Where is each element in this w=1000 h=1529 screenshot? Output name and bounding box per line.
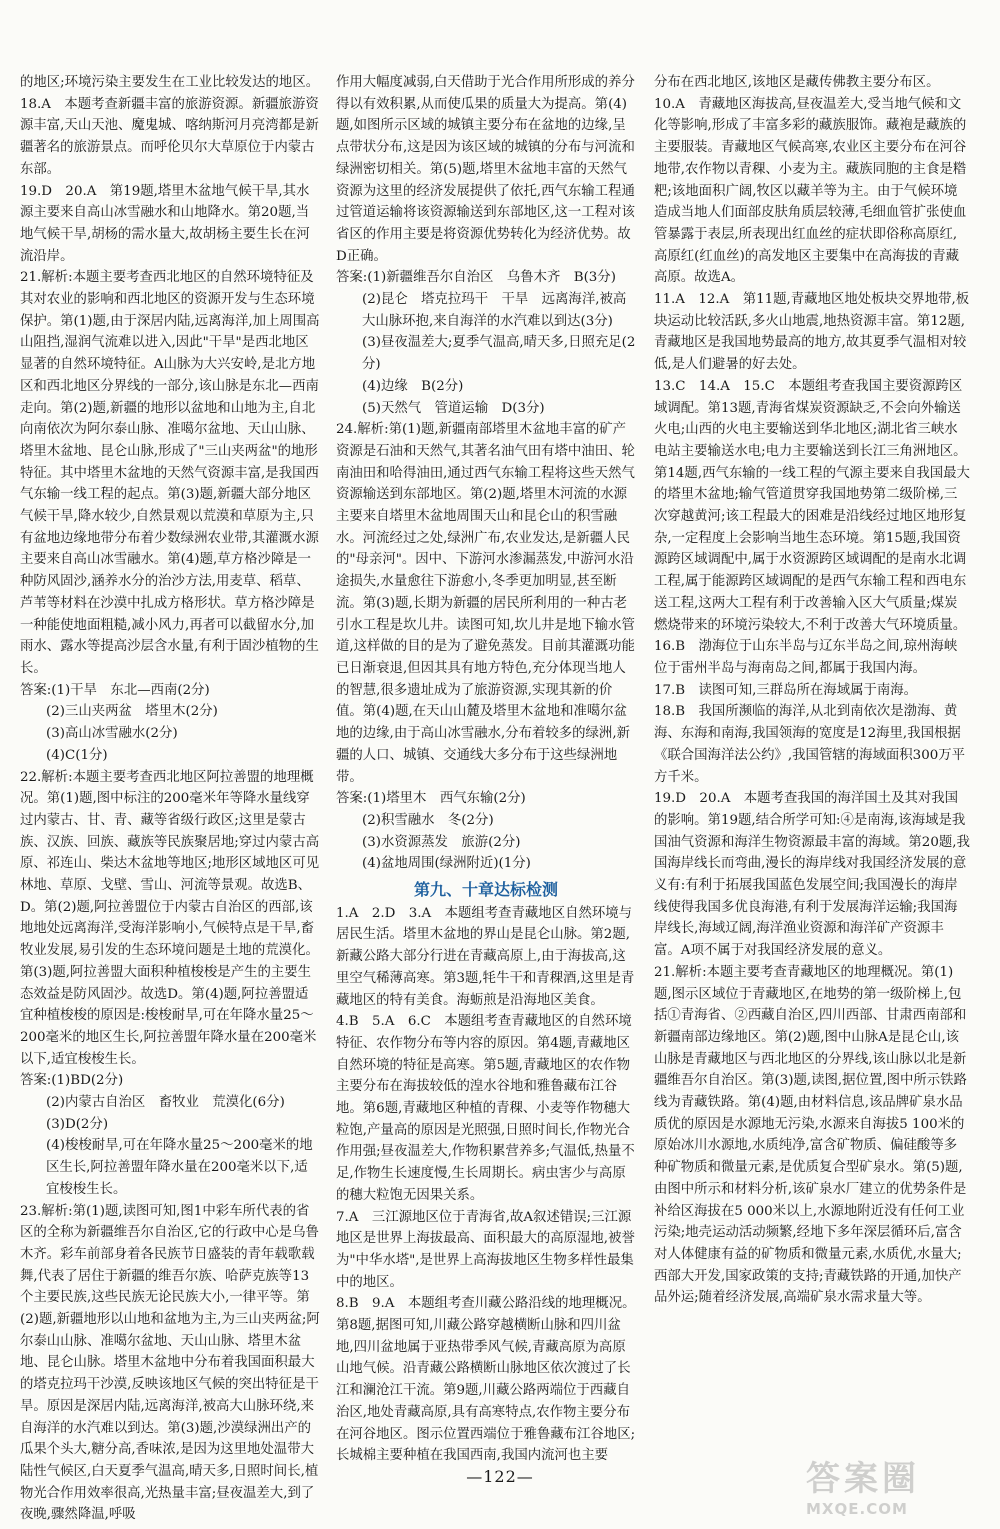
answer-paragraph: 16.B 渤海位于山东半岛与辽东半岛之间,琼州海峡位于雷州半岛与海南岛之间,都属于我国内海。 xyxy=(654,639,958,676)
answer-line: (2)昆仑 塔克拉玛干 干旱 远离海洋,被高大山脉环抱,来自海洋的水汽难以到达(3分) xyxy=(362,292,627,329)
answer-paragraph: 1.A 2.D 3.A 本题组考查青藏地区自然环境与居民生活。塔里木盆地的界山是昆仑山脉。第2题,新藏公路大部分行进在青藏高原上,由于海拔高,这里空气稀薄高寒。第3题,牦牛干和青稞酒,这里是青藏地区的特有美食。海蛎煎是沿海地区美食。 xyxy=(336,905,635,1008)
page-number: —122— xyxy=(466,1467,534,1486)
answer-line: (3)D(2分) xyxy=(46,1116,109,1132)
section-title: 第九、十章达标检测 xyxy=(413,880,558,900)
answer-paragraph: 7.A 三江源地区位于青海省,故A叙述错误;三江源地区是世界上海拔最高、面积最大的高原湿地,被誉为"中华水塔",是世界上高海拔地区生物多样性最集中的地区。 xyxy=(336,1209,635,1290)
answer-paragraph: 13.C 14.A 15.C 本题组考查我国主要资源跨区域调配。第13题,青海省煤炭资源缺乏,不会向外输送火电;山西的火电主要输送到华北地区;湖北省三峡水电站主要输送水电;电力主要输送到长江三角洲地区。第14题,西气东输的一线工程的气源主要来自我国最大的塔里木盆地;输气管道贯穿我国地势第二级阶梯,三次穿越黄河;该工程最大的困难是沿线经过地区地形复杂,一定程度上会影响当地生态环境。第15题,我国资源跨区域调配中,属于水资源跨区域调配的是南水北调工程,属于能源跨区域调配的是西气东输工程和西电东送工程,这两大工程有利于改善输入区大气质量;煤炭燃烧带来的环境污染较大,不利于改善大气环境质量。 xyxy=(654,378,970,633)
answer-paragraph: 19.D 20.A 第19题,塔里木盆地气候干旱,其水源主要来自高山冰雪融水和山地降水。第20题,当地气候干旱,胡杨的需水量大,故胡杨主要生长在河流沿岸。 xyxy=(20,183,310,264)
answer-line: (4)C(1分) xyxy=(46,747,108,763)
answer-line: (5)天然气 管道运输 D(3分) xyxy=(362,400,545,416)
answer-paragraph: 作用大幅度减弱,白天借助于光合作用所形成的养分得以有效积累,从而使瓜果的质量大为提高。第(4)题,如图所示区域的城镇主要分布在盆地的边缘,呈点带状分布,这是因为该区域的城镇的分布与河流和绿洲密切相关。第(5)题,塔里木盆地丰富的天然气资源为这里的经济发展提供了依托,西气东输工程通过管道运输将该资源输送到东部地区,这一工程对该省区的作用主要是将资源优势转化为经济优势。故D正确。 xyxy=(336,75,635,264)
answer-line: 答案:(1)BD(2分) xyxy=(20,1073,124,1089)
answer-paragraph: 24.解析:第(1)题,新疆南部塔里木盆地丰富的矿产资源是石油和天然气,其著名油气田有塔中油田、轮南油田和哈得油田,通过西气东输工程将这些天然气资源输送到东部地区。第(2)题,塔里木河流的水源主要来自塔里木盆地周围天山和昆仑山的积雪融水。河流经过之处,绿洲广布,农业发达,是新疆人民的"母亲河"。因中、下游河水渗漏蒸发,中游河水沿途损失,水量愈往下游愈小,冬季更加明显,甚至断流。第(3)题,长期为新疆的居民所利用的一种古老引水工程是坎儿井。读图可知,坎儿井是地下输水管道,这样做的目的是为了避免蒸发。目前其灌溉功能已日渐衰退,但因其具有地方特色,充分体现当地人的智慧,很多遗址成为了旅游资源,实现其新的价值。第(4)题,在天山山麓及塔里木盆地和准噶尔盆地的边缘,由于高山冰雪融水,分布着较多的绿洲,新疆的人口、城镇、交通线大多分布于这些绿洲地带。 xyxy=(336,422,635,785)
column-middle xyxy=(336,72,636,1464)
answer-paragraph: 18.B 我国所濒临的海洋,从北到南依次是渤海、黄海、东海和南海,我国领海的宽度是12海里,我国根据《联合国海洋法公约》,我国管辖的海域面积300万平方千米。 xyxy=(654,704,966,785)
answer-paragraph: 分布在西北地区,该地区是藏传佛教主要分布区。 xyxy=(654,75,940,90)
answer-paragraph: 17.B 读图可知,三群岛所在海域属于南海。 xyxy=(654,682,918,698)
answer-paragraph: 19.D 20.A 本题考查我国的海洋国土及其对我国的影响。第19题,结合所学可知:④是南海,该海域是我国油气资源和海洋生物资源最丰富的海域。第20题,我国海岸线长而弯曲,漫长的海岸线对我国经济发展的意义有:有利于拓展我国蓝色发展空间;我国漫长的海岸线使得我国多优良海港,有利于发展海洋运输;我国海岸线长,海域辽阔,海洋渔业资源和海洋矿产资源丰富。A项不属于对我国经济发展的意义。 xyxy=(654,791,970,959)
answer-paragraph: 8.B 9.A 本题组考查川藏公路沿线的地理概况。第8题,据图可知,川藏公路穿越横断山脉和四川盆地,四川盆地属于亚热带季风气候,青藏高原为高原山地气候。沿青藏公路横断山脉地区依次渡过了长江和澜沧江干流。第9题,川藏公路两端位于西藏自治区,地处青藏高原,具有高寒特点,农作物主要分布在河谷地区。图示位置西端位于雅鲁藏布江谷地区;长城棉主要种植在我国西南,我国内流河也主要 xyxy=(336,1296,636,1464)
answer-line: 答案:(1)新疆维吾尔自治区 乌鲁木齐 B(3分) xyxy=(336,270,616,286)
answer-line: (3)昼夜温差大;夏季气温高,晴天多,日照充足(2分) xyxy=(362,335,636,373)
answer-paragraph: 的地区;环境污染主要发生在工业比较发达的地区。 xyxy=(20,75,320,90)
watermark-url: MXQE.COM xyxy=(806,1500,908,1518)
answer-line: (4)边缘 B(2分) xyxy=(362,378,464,394)
answer-paragraph: 10.A 青藏地区海拔高,昼夜温差大,受当地气候和文化等影响,形成了丰富多彩的藏族服饰。藏袍是藏族的主要服装。青藏地区气候高寒,农业区主要分布在河谷地带,农作物以青稞、小麦为主。藏族同胞的主食是糌粑;该地面积广阔,牧区以藏羊等为主。由于气候环境造成当地人们面部皮肤角质层较薄,毛细血管扩张使血管暴露于表层,所表现出红血丝的症状即俗称高原红,高原红(红血丝)的高发地区主要集中在高海拔的青藏高原。故选A。 xyxy=(654,96,967,286)
answer-paragraph: 23.解析:第(1)题,读图可知,图1中彩车所代表的省区的全称为新疆维吾尔自治区,它的行政中心是乌鲁木齐。彩车前部身着各民族节日盛装的青年载歌载舞,代表了居住于新疆的维吾尔族、哈萨克族等13个主要民族,这些民族无论民族大小,一律平等。第(2)题,新疆地形以山地和盆地为主,为三山夹两盆;阿尔泰山山脉、准噶尔盆地、天山山脉、塔里木盆地、昆仑山脉。塔里木盆地中分布着我国面积最大的塔克拉玛干沙漠,反映该地区气候的突出特征是干旱。原因是深居内陆,远离海洋,被高大山脉环绕,来自海洋的水汽难以到达。第(3)题,沙漠绿洲出产的瓜果个头大,糖分高,香味浓,是因为这里地处温带大陆性气候区,白天夏季气温高,晴天多,日照时间长,植物光合作用效率很高,光热量丰富;昼夜温差大,到了夜晚,骤然降温,呼吸 xyxy=(20,1203,320,1523)
answer-paragraph: 21.解析:本题主要考查青藏地区的地理概况。第(1)题,图示区域位于青藏地区,在地势的第一级阶梯上,包括①青海省、②西藏自治区,四川西部、甘肃西南部和新疆南部边缘地区。第(2)题,图中山脉A是昆仑山,该山脉是青藏地区与西北地区的分界线,该山脉以北是新疆维吾尔自治区。第(3)题,读图,据位置,图中所示铁路线为青藏铁路。第(4)题,由材料信息,该品牌矿泉水品质优的原因是水源地无污染,水源来自海拔5 100米的原始冰川水源地,水质纯净,富含矿物质、偏硅酸等多种矿物质和微量元素,是优质复合型矿泉水。第(5)题,由图中所示和材料分析,该矿泉水厂建立的优势条件是补给区海拔在5 000米以上,水源地附近没有任何工业污染;地壳运动活动频繁,经地下多年深层循环后,富含对人体健康有益的矿物质和微量元素,水质优,水量大;西部大开发,国家政策的支持;青藏铁路的开通,加快产品外运;随着经济发展,高端矿泉水需求量大等。 xyxy=(654,964,967,1306)
answer-line: (4)梭梭耐旱,可在年降水量25～200毫米的地区生长,阿拉善盟年降水量在200毫米以下,适宜梭梭生长。 xyxy=(46,1138,313,1197)
answer-line: (4)盆地周围(绿洲附近)(1分) xyxy=(362,856,531,872)
answer-line: 答案:(1)干旱 东北—西南(2分) xyxy=(20,682,210,698)
answer-paragraph: 11.A 12.A 第11题,青藏地区地处板块交界地带,板块运动比较活跃,多火山地震,地热资源丰富。第12题,青藏地区是我国地势最高的地方,故其夏季气温相对较低,是人们避暑的好去处。 xyxy=(654,292,970,373)
column-right xyxy=(654,72,970,1443)
answer-paragraph: 22.解析:本题主要考查西北地区阿拉善盟的地理概况。第(1)题,图中标注的200毫米年等降水量线穿过内蒙古、甘、青、藏等省级行政区;这里是蒙古族、汉族、回族、藏族等民族聚居地;穿过内蒙古高原、祁连山、柴达木盆地等地区;地形区域地区可见林地、草原、戈壁、雪山、河流等景观。故选B、D。第(2)题,阿拉善盟位于内蒙古自治区的西部,该地地处远离海洋,受海洋影响小,气候特点是干旱,畜牧业发展,易引发的生态环境问题是土地的荒漠化。第(3)题,阿拉善盟大面积种植梭梭是产生的主要生态效益是防风固沙。故选D。第(4)题,阿拉善盟适宜种植梭梭的原因是:梭梭耐旱,可在年降水量25～200毫米的地区生长,阿拉善盟年降水量在200毫米以下,适宜梭梭生长。 xyxy=(20,769,320,1067)
answer-line: (3)高山冰雪融水(2分) xyxy=(46,726,178,742)
answer-line: 答案:(1)塔里木 西气东输(2分) xyxy=(336,791,526,807)
watermark-text: 答案圈 xyxy=(806,1459,920,1499)
column-left xyxy=(20,72,320,1523)
answer-paragraph: 21.解析:本题主要考查西北地区的自然环境特征及其对农业的影响和西北地区的资源开发与生态环境保护。第(1)题,由于深居内陆,远离海洋,加上周围高山阻挡,湿润气流难以进入,因此"干旱"是西北地区显著的自然环境特征。A山脉为大兴安岭,是北方地区和西北地区分界线的一部分,该山脉是东北—西南走向。第(2)题,新疆的地形以盆地和山地为主,自北向南依次为阿尔泰山脉、准噶尔盆地、天山山脉、塔里木盆地、昆仑山脉,形成了"三山夹两盆"的地形特征。其中塔里木盆地的天然气资源丰富,是我国西气东输一线工程的起点。第(3)题,新疆大部分地区气候干旱,降水较少,自然景观以荒漠和草原为主,只有盆地边缘地带分布着少数绿洲农业带,其灌溉水源主要来自高山冰雪融水。第(4)题,草方格沙障是一种防风固沙,涵养水分的治沙方法,用麦草、稻草、芦苇等材料在沙漠中扎成方格形状。草方格沙障是一种能使地面粗糙,减小风力,再者可以截留水分,加雨水、露水等提高沙层含水量,有利于固沙植物的生长。 xyxy=(20,270,320,676)
answer-line: (2)积雪融水 冬(2分) xyxy=(362,812,494,828)
answer-line: (3)水资源蒸发 旅游(2分) xyxy=(362,834,521,850)
watermark-logo xyxy=(806,1451,986,1517)
answer-paragraph: 4.B 5.A 6.C 本题组考查青藏地区的自然环境特征、农作物分布等内容的原因。第4题,青藏地区自然环境的特征是高寒。第5题,青藏地区的农作物主要分布在海拔较低的湟水谷地和雅鲁藏布江谷地。第6题,青藏地区种植的青稞、小麦等作物穗大粒饱,产量高的原因是光照强,日照时间长,作物光合作用强;昼夜温差大,作物积累营养多;气温低,热量不足,作物生长速度慢,生长周期长。病虫害少与高原的穗大粒饱无因果关系。 xyxy=(336,1014,635,1203)
answer-line: (2)内蒙古自治区 畜牧业 荒漠化(6分) xyxy=(46,1095,285,1111)
answer-line: (2)三山夹两盆 塔里木(2分) xyxy=(46,704,218,720)
answer-paragraph: 18.A 本题考查新疆丰富的旅游资源。新疆旅游资源丰富,天山天池、魔鬼城、喀纳斯河月亮湾都是新疆著名的旅游景点。而呼伦贝尔大草原位于内蒙古东部。 xyxy=(20,96,319,177)
